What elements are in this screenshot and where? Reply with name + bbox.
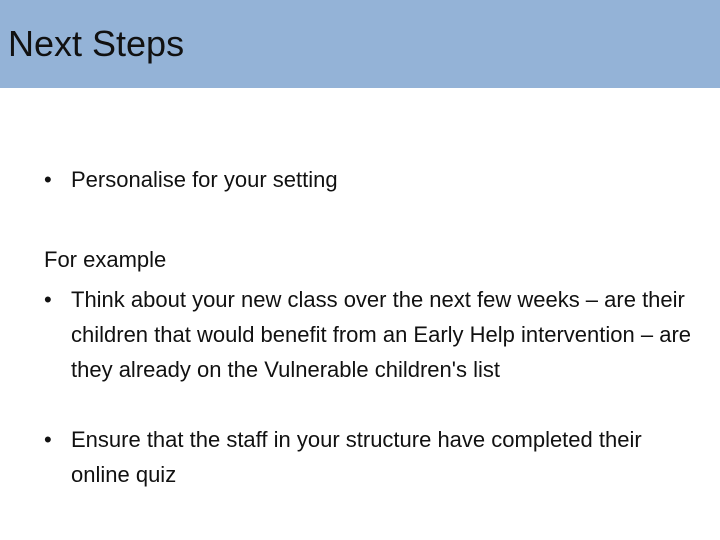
bullet-icon: •: [44, 287, 52, 312]
bullet-icon: •: [44, 427, 52, 452]
bullet-item: [44, 162, 694, 197]
bullet-text: Personalise for your setting: [71, 167, 338, 192]
bullet-text: Ensure that the staff in your structure have completed their online quiz: [71, 427, 642, 487]
bullet-icon: •: [44, 167, 52, 192]
example-heading: For example: [44, 247, 167, 272]
bullet-item: [44, 422, 694, 492]
bullet-item: [44, 282, 694, 387]
slide-title: Next Steps: [8, 23, 185, 64]
bullet-text: Think about your new class over the next few weeks – are their children that would benefit from an Early Help intervention – are they already on the Vulnerable children's list: [71, 287, 692, 382]
